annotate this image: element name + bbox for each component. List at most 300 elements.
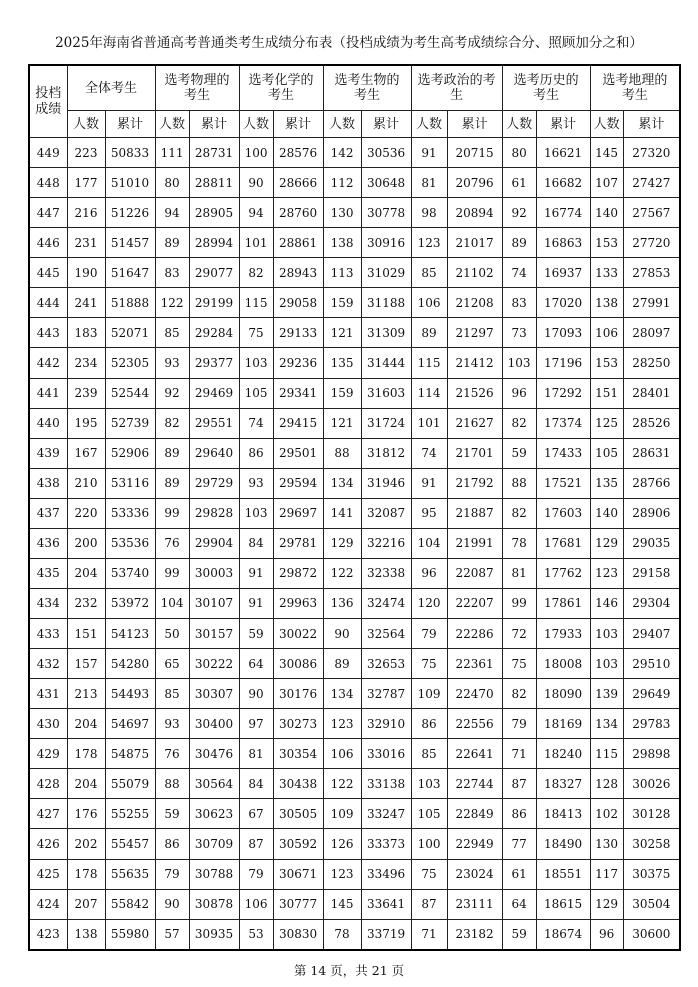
table-cell: 86	[155, 829, 189, 859]
table-cell: 74	[239, 408, 273, 438]
table-cell: 153	[590, 228, 623, 258]
header-row-subcolumns	[29, 111, 680, 138]
table-cell: 21627	[447, 408, 502, 438]
score-cell: 437	[29, 498, 67, 528]
table-cell: 27567	[623, 198, 680, 228]
table-cell: 103	[239, 498, 273, 528]
table-cell: 121	[323, 318, 361, 348]
table-cell: 82	[239, 258, 273, 288]
group-header-line1: 选考化学的	[248, 73, 314, 88]
table-cell: 22470	[447, 679, 502, 709]
table-cell: 16682	[536, 168, 590, 198]
table-cell: 141	[323, 498, 361, 528]
table-cell: 75	[239, 318, 273, 348]
score-cell: 445	[29, 258, 67, 288]
table-cell: 22949	[447, 829, 502, 859]
table-cell: 140	[590, 498, 623, 528]
table-cell: 61	[502, 859, 536, 889]
table-cell: 51226	[105, 198, 155, 228]
table-cell: 29781	[273, 528, 323, 558]
table-cell: 30878	[189, 889, 239, 919]
table-cell: 177	[67, 168, 105, 198]
group-header	[502, 65, 590, 111]
score-cell: 444	[29, 288, 67, 318]
table-cell: 21208	[447, 288, 502, 318]
table-cell: 79	[239, 859, 273, 889]
cumulative-subheader: 累计	[447, 111, 502, 138]
table-cell: 21297	[447, 318, 502, 348]
table-cell: 29377	[189, 348, 239, 378]
score-column-header: 投档成绩	[29, 65, 67, 138]
table-cell: 30354	[273, 739, 323, 769]
table-cell: 123	[323, 859, 361, 889]
table-cell: 98	[411, 198, 447, 228]
table-cell: 123	[411, 228, 447, 258]
table-cell: 93	[239, 468, 273, 498]
table-cell: 29510	[623, 649, 680, 679]
table-cell: 28666	[273, 168, 323, 198]
table-cell: 16621	[536, 138, 590, 168]
table-cell: 146	[590, 588, 623, 618]
table-cell: 55079	[105, 769, 155, 799]
table-cell: 113	[323, 258, 361, 288]
table-cell: 54875	[105, 739, 155, 769]
table-cell: 90	[155, 889, 189, 919]
table-cell: 86	[502, 799, 536, 829]
table-cell: 29304	[623, 588, 680, 618]
table-cell: 30107	[189, 588, 239, 618]
table-cell: 33496	[361, 859, 411, 889]
table-cell: 125	[590, 408, 623, 438]
table-cell: 18169	[536, 709, 590, 739]
table-cell: 29898	[623, 739, 680, 769]
table-cell: 17020	[536, 288, 590, 318]
table-cell: 105	[411, 799, 447, 829]
table-cell: 17196	[536, 348, 590, 378]
table-cell: 145	[590, 138, 623, 168]
table-cell: 53740	[105, 558, 155, 588]
table-cell: 20715	[447, 138, 502, 168]
table-cell: 28943	[273, 258, 323, 288]
table-cell: 16937	[536, 258, 590, 288]
table-cell: 112	[323, 168, 361, 198]
table-cell: 59	[502, 919, 536, 950]
table-cell: 31946	[361, 468, 411, 498]
table-cell: 18327	[536, 769, 590, 799]
score-cell: 439	[29, 438, 67, 468]
group-header-line2: 考生	[268, 88, 295, 103]
table-cell: 91	[239, 588, 273, 618]
table-cell: 17093	[536, 318, 590, 348]
table-cell: 79	[411, 619, 447, 649]
table-cell: 22286	[447, 619, 502, 649]
table-cell: 18551	[536, 859, 590, 889]
table-cell: 122	[323, 558, 361, 588]
table-cell: 21526	[447, 378, 502, 408]
group-header	[155, 65, 239, 111]
table-row	[29, 528, 680, 558]
table-cell: 74	[502, 258, 536, 288]
table-cell: 210	[67, 468, 105, 498]
table-cell: 30709	[189, 829, 239, 859]
table-cell: 21412	[447, 348, 502, 378]
table-cell: 17681	[536, 528, 590, 558]
table-cell: 64	[239, 649, 273, 679]
table-cell: 30438	[273, 769, 323, 799]
table-cell: 213	[67, 679, 105, 709]
table-cell: 122	[155, 288, 189, 318]
table-row	[29, 408, 680, 438]
table-cell: 30788	[189, 859, 239, 889]
table-cell: 32910	[361, 709, 411, 739]
table-cell: 93	[155, 348, 189, 378]
table-cell: 30026	[623, 769, 680, 799]
table-cell: 135	[590, 468, 623, 498]
table-cell: 18615	[536, 889, 590, 919]
table-row	[29, 619, 680, 649]
score-cell: 434	[29, 588, 67, 618]
table-cell: 99	[155, 498, 189, 528]
table-cell: 28631	[623, 438, 680, 468]
table-cell: 120	[411, 588, 447, 618]
count-subheader: 人数	[502, 111, 536, 138]
table-cell: 123	[590, 558, 623, 588]
table-cell: 33247	[361, 799, 411, 829]
table-cell: 89	[502, 228, 536, 258]
table-cell: 232	[67, 588, 105, 618]
table-row	[29, 228, 680, 258]
table-cell: 94	[239, 198, 273, 228]
page-suffix: 页	[391, 963, 405, 978]
table-cell: 55255	[105, 799, 155, 829]
table-row	[29, 438, 680, 468]
table-cell: 54493	[105, 679, 155, 709]
table-cell: 157	[67, 649, 105, 679]
table-cell: 22556	[447, 709, 502, 739]
table-cell: 28097	[623, 318, 680, 348]
table-cell: 74	[411, 438, 447, 468]
table-cell: 55980	[105, 919, 155, 950]
table-cell: 140	[590, 198, 623, 228]
table-cell: 88	[155, 769, 189, 799]
table-cell: 195	[67, 408, 105, 438]
table-cell: 21792	[447, 468, 502, 498]
page-footer	[0, 961, 698, 979]
table-cell: 81	[502, 558, 536, 588]
table-cell: 17292	[536, 378, 590, 408]
table-cell: 18674	[536, 919, 590, 950]
table-cell: 142	[323, 138, 361, 168]
table-cell: 61	[502, 168, 536, 198]
header-row-groups	[29, 65, 680, 111]
table-cell: 30476	[189, 739, 239, 769]
table-cell: 28905	[189, 198, 239, 228]
table-cell: 29284	[189, 318, 239, 348]
table-cell: 89	[411, 318, 447, 348]
table-cell: 28760	[273, 198, 323, 228]
table-cell: 33719	[361, 919, 411, 950]
table-cell: 30176	[273, 679, 323, 709]
table-cell: 21102	[447, 258, 502, 288]
table-cell: 29594	[273, 468, 323, 498]
table-cell: 54123	[105, 619, 155, 649]
score-cell: 438	[29, 468, 67, 498]
group-header-line1: 全体考生	[85, 80, 138, 96]
table-cell: 135	[323, 348, 361, 378]
table-cell: 22849	[447, 799, 502, 829]
table-cell: 53336	[105, 498, 155, 528]
table-cell: 17603	[536, 498, 590, 528]
table-cell: 21701	[447, 438, 502, 468]
table-cell: 109	[323, 799, 361, 829]
score-cell: 423	[29, 919, 67, 950]
table-cell: 28861	[273, 228, 323, 258]
table-cell: 30375	[623, 859, 680, 889]
score-cell: 436	[29, 528, 67, 558]
table-cell: 129	[590, 528, 623, 558]
table-cell: 30777	[273, 889, 323, 919]
table-cell: 91	[411, 138, 447, 168]
table-row	[29, 859, 680, 889]
table-cell: 59	[155, 799, 189, 829]
table-cell: 30600	[623, 919, 680, 950]
table-cell: 30400	[189, 709, 239, 739]
score-distribution-table	[28, 64, 681, 951]
count-subheader: 人数	[590, 111, 623, 138]
table-cell: 103	[590, 619, 623, 649]
table-cell: 20796	[447, 168, 502, 198]
table-cell: 95	[411, 498, 447, 528]
table-cell: 87	[411, 889, 447, 919]
group-header	[323, 65, 411, 111]
table-cell: 29649	[623, 679, 680, 709]
table-cell: 97	[239, 709, 273, 739]
table-cell: 55635	[105, 859, 155, 889]
table-cell: 126	[323, 829, 361, 859]
table-cell: 29783	[623, 709, 680, 739]
table-row	[29, 348, 680, 378]
table-cell: 53536	[105, 528, 155, 558]
table-cell: 106	[323, 739, 361, 769]
table-cell: 31188	[361, 288, 411, 318]
table-cell: 76	[155, 528, 189, 558]
table-cell: 30671	[273, 859, 323, 889]
table-cell: 28250	[623, 348, 680, 378]
table-cell: 136	[323, 588, 361, 618]
table-cell: 77	[502, 829, 536, 859]
table-cell: 29551	[189, 408, 239, 438]
table-row	[29, 318, 680, 348]
table-cell: 31444	[361, 348, 411, 378]
table-cell: 28994	[189, 228, 239, 258]
table-cell: 29828	[189, 498, 239, 528]
table-cell: 84	[239, 528, 273, 558]
table-cell: 29904	[189, 528, 239, 558]
table-cell: 106	[590, 318, 623, 348]
table-cell: 55457	[105, 829, 155, 859]
table-cell: 29199	[189, 288, 239, 318]
score-cell: 432	[29, 649, 67, 679]
table-cell: 85	[411, 258, 447, 288]
table-cell: 30916	[361, 228, 411, 258]
table-cell: 90	[239, 679, 273, 709]
table-cell: 85	[411, 739, 447, 769]
table-cell: 17762	[536, 558, 590, 588]
table-cell: 55842	[105, 889, 155, 919]
table-row	[29, 498, 680, 528]
table-cell: 80	[155, 168, 189, 198]
table-cell: 100	[411, 829, 447, 859]
table-cell: 220	[67, 498, 105, 528]
table-cell: 53	[239, 919, 273, 950]
count-subheader: 人数	[411, 111, 447, 138]
table-cell: 52305	[105, 348, 155, 378]
table-cell: 91	[239, 558, 273, 588]
table-cell: 52071	[105, 318, 155, 348]
score-distribution-table-wrapper	[28, 64, 669, 951]
table-cell: 115	[590, 739, 623, 769]
table-cell: 231	[67, 228, 105, 258]
table-cell: 80	[502, 138, 536, 168]
page-total: 21	[371, 963, 388, 978]
table-cell: 101	[239, 228, 273, 258]
table-cell: 103	[590, 649, 623, 679]
table-cell: 109	[411, 679, 447, 709]
table-cell: 59	[502, 438, 536, 468]
table-cell: 18240	[536, 739, 590, 769]
table-cell: 83	[155, 258, 189, 288]
table-cell: 138	[323, 228, 361, 258]
table-cell: 153	[590, 348, 623, 378]
table-cell: 52544	[105, 378, 155, 408]
table-cell: 204	[67, 769, 105, 799]
table-cell: 91	[411, 468, 447, 498]
group-header-line1: 选考物理的	[164, 73, 230, 88]
table-cell: 53972	[105, 588, 155, 618]
table-cell: 18008	[536, 649, 590, 679]
table-cell: 107	[590, 168, 623, 198]
score-cell: 428	[29, 769, 67, 799]
table-cell: 71	[502, 739, 536, 769]
table-cell: 90	[323, 619, 361, 649]
table-cell: 87	[239, 829, 273, 859]
document-title: 2025年海南省普通高考普通类考生成绩分布表（投档成绩为考生高考成绩综合分、照顾加分之和）	[55, 35, 643, 51]
table-cell: 50	[155, 619, 189, 649]
score-cell: 426	[29, 829, 67, 859]
table-cell: 103	[502, 348, 536, 378]
table-cell: 134	[590, 709, 623, 739]
table-cell: 33016	[361, 739, 411, 769]
table-row	[29, 739, 680, 769]
table-cell: 81	[239, 739, 273, 769]
table-cell: 71	[411, 919, 447, 950]
group-header	[239, 65, 323, 111]
table-cell: 30307	[189, 679, 239, 709]
table-cell: 81	[411, 168, 447, 198]
table-cell: 202	[67, 829, 105, 859]
table-cell: 32564	[361, 619, 411, 649]
table-cell: 83	[502, 288, 536, 318]
table-body	[29, 138, 680, 951]
table-row	[29, 709, 680, 739]
group-header-line1: 选考政治的考	[417, 73, 496, 88]
table-cell: 67	[239, 799, 273, 829]
table-cell: 103	[411, 769, 447, 799]
score-cell: 447	[29, 198, 67, 228]
table-cell: 239	[67, 378, 105, 408]
table-cell: 104	[155, 588, 189, 618]
table-cell: 54697	[105, 709, 155, 739]
table-cell: 30830	[273, 919, 323, 950]
table-cell: 32474	[361, 588, 411, 618]
table-cell: 27991	[623, 288, 680, 318]
table-cell: 30258	[623, 829, 680, 859]
score-cell: 433	[29, 619, 67, 649]
table-cell: 29697	[273, 498, 323, 528]
table-cell: 78	[323, 919, 361, 950]
count-subheader: 人数	[239, 111, 273, 138]
group-header-line2: 考生	[621, 88, 648, 103]
group-header	[590, 65, 680, 111]
table-cell: 17374	[536, 408, 590, 438]
score-cell: 448	[29, 168, 67, 198]
table-cell: 92	[502, 198, 536, 228]
score-cell: 430	[29, 709, 67, 739]
table-cell: 30536	[361, 138, 411, 168]
table-cell: 139	[590, 679, 623, 709]
table-cell: 51647	[105, 258, 155, 288]
table-cell: 28731	[189, 138, 239, 168]
table-cell: 31724	[361, 408, 411, 438]
cumulative-subheader: 累计	[361, 111, 411, 138]
table-cell: 64	[502, 889, 536, 919]
table-cell: 94	[155, 198, 189, 228]
table-cell: 29341	[273, 378, 323, 408]
table-row	[29, 558, 680, 588]
table-cell: 151	[67, 619, 105, 649]
table-cell: 22361	[447, 649, 502, 679]
score-cell: 429	[29, 739, 67, 769]
table-cell: 96	[502, 378, 536, 408]
score-cell: 441	[29, 378, 67, 408]
table-cell: 87	[502, 769, 536, 799]
table-cell: 234	[67, 348, 105, 378]
score-cell: 440	[29, 408, 67, 438]
table-cell: 32653	[361, 649, 411, 679]
table-cell: 33373	[361, 829, 411, 859]
table-row	[29, 588, 680, 618]
table-cell: 117	[590, 859, 623, 889]
table-cell: 22744	[447, 769, 502, 799]
table-cell: 133	[590, 258, 623, 288]
table-cell: 27320	[623, 138, 680, 168]
table-cell: 23182	[447, 919, 502, 950]
table-row	[29, 829, 680, 859]
table-cell: 53116	[105, 468, 155, 498]
table-cell: 79	[155, 859, 189, 889]
score-cell: 424	[29, 889, 67, 919]
table-cell: 50833	[105, 138, 155, 168]
table-cell: 51888	[105, 288, 155, 318]
table-cell: 29501	[273, 438, 323, 468]
table-cell: 52906	[105, 438, 155, 468]
table-cell: 29640	[189, 438, 239, 468]
table-cell: 30623	[189, 799, 239, 829]
table-cell: 30592	[273, 829, 323, 859]
table-cell: 30648	[361, 168, 411, 198]
table-cell: 88	[502, 468, 536, 498]
table-cell: 103	[239, 348, 273, 378]
